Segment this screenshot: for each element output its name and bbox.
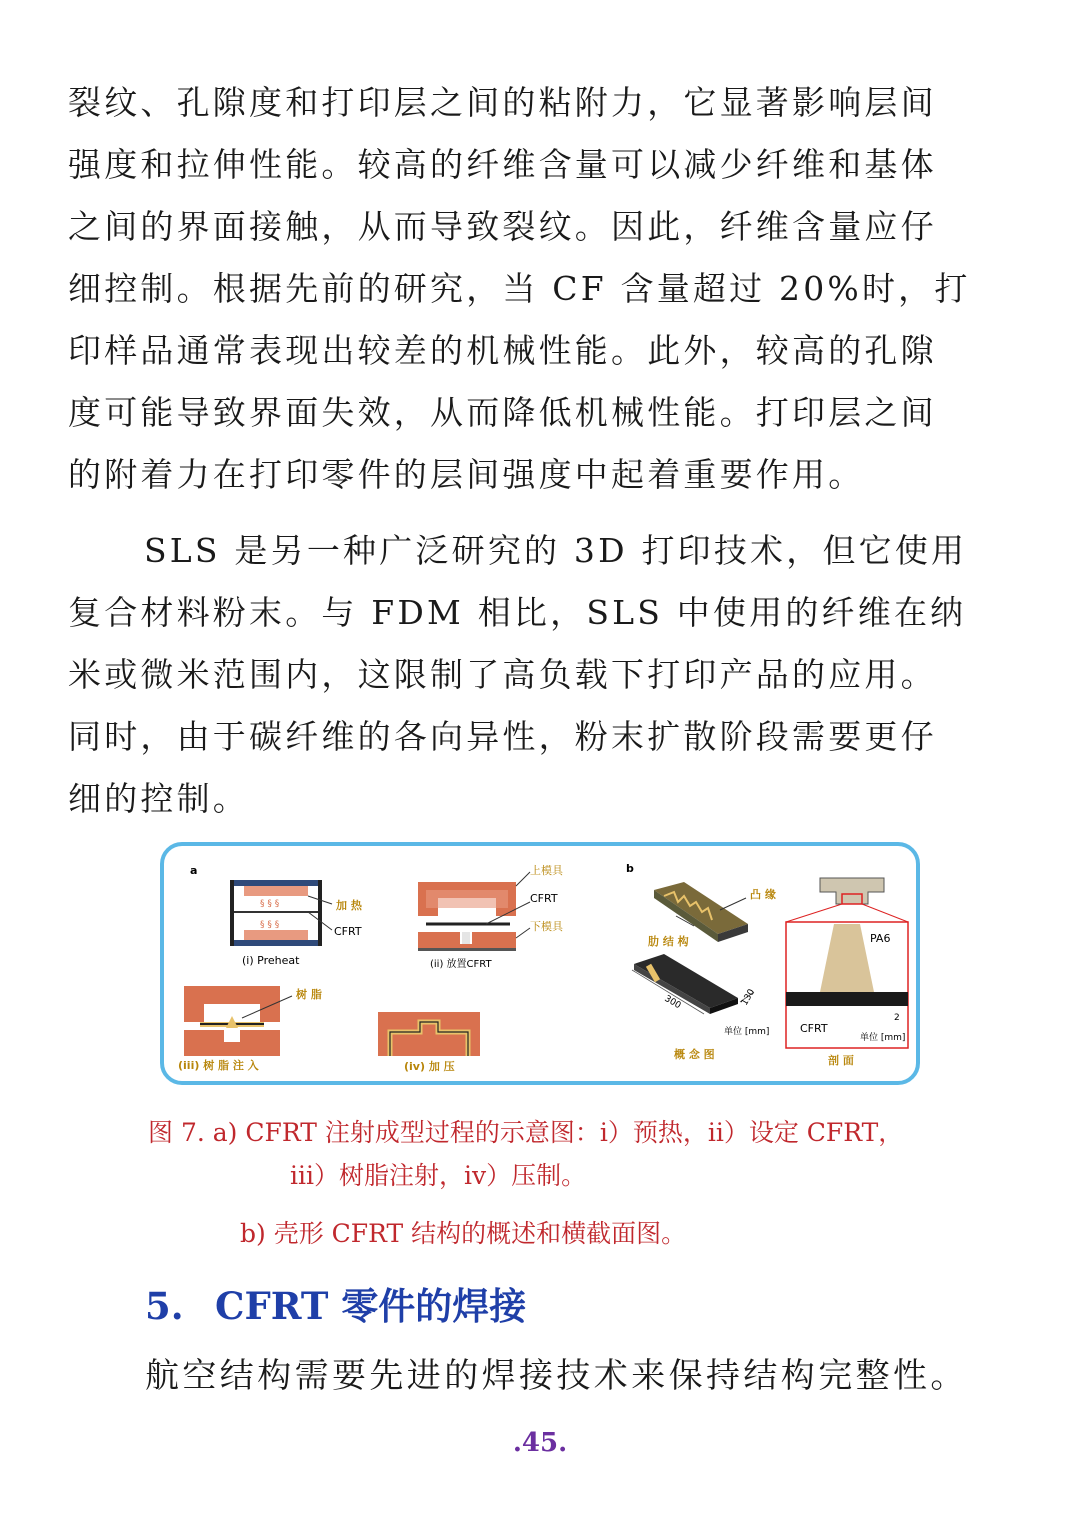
press-diagram (378, 1012, 480, 1056)
place-caption: (ii) 放置CFRT (430, 959, 492, 970)
section-label: 剖 面 (828, 1054, 854, 1067)
svg-text:§ § §: § § § (260, 920, 280, 930)
text-line: 度可能导致界面失效，从而降低机械性能。打印层之间 (68, 393, 937, 432)
dim-2: 2 (894, 1013, 900, 1023)
section-heading (145, 1276, 526, 1330)
section-title: CFRT 零件的焊接 (215, 1284, 527, 1328)
heat-label: 加 热 (336, 899, 362, 912)
unit-label-b: 单位 [mm] (860, 1033, 906, 1043)
text-line: 米或微米范围内，这限制了高负载下打印产品的应用。 (68, 655, 937, 694)
text-line: 的附着力在打印零件的层间强度中起着重要作用。 (68, 455, 865, 494)
caption-line-3: b) 壳形 CFRT 结构的概述和横截面图。 (240, 1219, 687, 1248)
rib-label: 肋 结 构 (648, 935, 689, 948)
page-number: .45. (512, 1428, 568, 1458)
inject-caption: (iii) 树 脂 注 入 (178, 1059, 259, 1072)
dim-130: 130 (739, 987, 758, 1008)
svg-text:§ § §: § § § (260, 899, 280, 909)
panel-a-letter: a (190, 864, 198, 877)
paragraph-2 (68, 520, 1018, 830)
figure-7 (160, 842, 920, 1085)
text-line: 同时，由于碳纤维的各向异性，粉末扩散阶段需要更仔 (68, 717, 937, 756)
upper-mold-label: 上模具 (530, 864, 563, 877)
unit-label: 单位 [mm] (724, 1027, 770, 1037)
body-last-line: 航空结构需要先进的焊接技术来保持结构完整性。 (145, 1356, 968, 1396)
flange-label: 凸 缘 (750, 888, 776, 901)
text-line: 细的控制。 (68, 779, 249, 818)
concept-label: 概 念 图 (674, 1048, 715, 1061)
text-line: 细控制。根据先前的研究，当 CF 含量超过 20%时，打 (68, 269, 971, 308)
pa6-label: PA6 (870, 932, 891, 945)
caption-line-1: 图 7. a) CFRT 注射成型过程的示意图：i）预热，ii）设定 CFRT， (148, 1118, 904, 1147)
press-caption: (iv) 加 压 (404, 1060, 455, 1073)
lower-mold-label: 下模具 (530, 920, 563, 933)
caption-line-2: iii）树脂注射，iv）压制。 (290, 1161, 587, 1190)
preheat-cfrt-label: CFRT (334, 925, 362, 938)
text-line: 印样品通常表现出较差的机械性能。此外，较高的孔隙 (68, 331, 937, 370)
preheat-diagram (230, 880, 332, 946)
figure-diagram (164, 846, 916, 1081)
shell-structure-diagram (632, 882, 754, 1014)
section-number: 5. (145, 1284, 184, 1328)
text-line: 复合材料粉末。与 FDM 相比，SLS 中使用的纤维在纳 (68, 593, 967, 632)
text-line: 之间的界面接触，从而导致裂纹。因此，纤维含量应仔 (68, 207, 937, 246)
paragraph-1 (68, 72, 1018, 506)
dim-300: 300 (662, 993, 683, 1012)
text-line: 强度和拉伸性能。较高的纤维含量可以减少纤维和基体 (68, 145, 937, 184)
cfrt-b-label: CFRT (800, 1022, 828, 1035)
panel-b-letter: b (626, 862, 634, 875)
place-cfrt-label: CFRT (530, 892, 558, 905)
place-cfrt-diagram (418, 872, 530, 951)
text-line: SLS 是另一种广泛研究的 3D 打印技术，但它使用 (144, 531, 968, 570)
preheat-caption: (i) Preheat (242, 954, 300, 967)
text-line: 裂纹、孔隙度和打印层之间的粘附力，它显著影响层间 (68, 83, 937, 122)
resin-injection-diagram (184, 986, 292, 1056)
resin-label: 树 脂 (296, 988, 322, 1001)
